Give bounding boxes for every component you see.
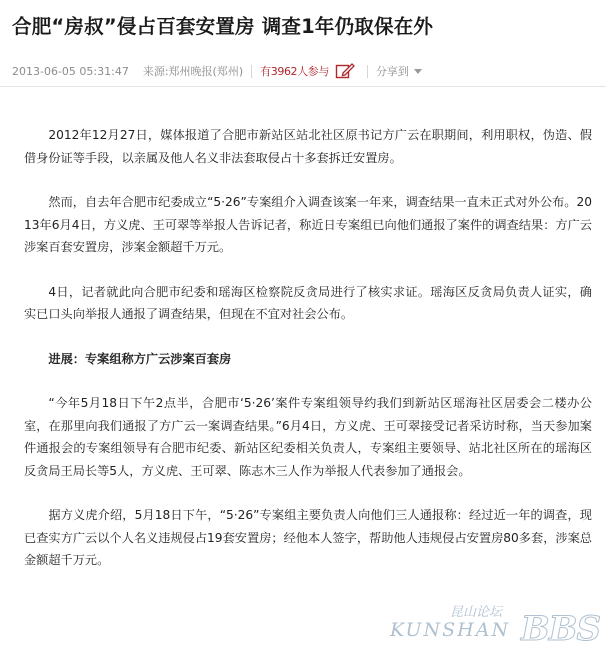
header-divider: [0, 86, 606, 87]
article-meta-bar: [12, 61, 422, 81]
article-headline: 合肥“房叔”侵占百套安置房 调查1年仍取保在外: [12, 15, 434, 38]
article-paragraph: 2012年12月27日，媒体报道了合肥市新站区站北社区原书记方广云在职期间，利用职权，伪造、假借身份证等手段，以亲属及他人名义非法套取侵占十多套拆迁安置房。: [24, 128, 592, 165]
meta-divider-2: [367, 65, 368, 78]
share-label: 分享到: [375, 65, 409, 78]
edit-comment-icon[interactable]: [335, 63, 355, 79]
publish-timestamp: 2013-06-05 05:31:47: [12, 64, 129, 78]
watermark-bbs: BBS: [520, 609, 600, 649]
article-paragraph: “今年5月18日下午2点半，合肥市‘5·26’案件专案组领导约我们到新站区瑶海社区居委会二楼办公室，在那里向我们通报了方广云一案调查结果。”6月4日，方义虎、王可翠接受记者采访时称，当天参加案件通报会的专案组领导有合肥市纪委、新站区纪委相关负责人，专案组主要领导、站北社区所在的瑶海区反贪局王局长等5人，方义虎、王可翠、陈志木三人作为举报人代表参加了通报会。: [24, 396, 592, 478]
watermark-top-text: 昆山论坛: [450, 605, 503, 620]
caret-down-icon: [414, 69, 422, 74]
article-paragraph: 4日，记者就此向合肥市纪委和瑶海区检察院反贪局进行了核实求证。瑶海区反贪局负责人证实，确实已口头向举报人通报了调查结果，但现在不宜对社会公布。: [24, 284, 592, 321]
participants-count-link[interactable]: 有3962人参与: [260, 65, 329, 78]
article-paragraph: 然而，自去年合肥市纪委成立“5·26”专案组介入调查该案一年来，调查结果一直未正式对外公布。2013年6月4日，方义虎、王可翠等举报人告诉记者，称近日专案组已向他们通报了案件的调查结果：方广云涉案百套安置房，涉案金额超千万元。: [24, 195, 592, 254]
watermark-word: KUNSHAN: [390, 619, 511, 641]
article-body: [24, 124, 592, 594]
share-dropdown[interactable]: [376, 63, 422, 79]
article-subheading: 进展：专案组称方广云涉案百套房: [48, 351, 232, 366]
forum-watermark: [390, 601, 600, 647]
source-link[interactable]: 郑州晚报(郑州): [168, 65, 244, 78]
article-paragraph: 据方义虎介绍，5月18日下午，“5·26”专案组主要负责人向他们三人通报称：经过近一年的调查，现已查实方广云以个人名义违规侵占19套安置房；经他本人签字，帮助他人违规侵占安置房80多套，涉案总金额超千万元。: [24, 508, 592, 567]
source-label: 来源:: [142, 65, 169, 78]
meta-divider: [251, 65, 252, 78]
